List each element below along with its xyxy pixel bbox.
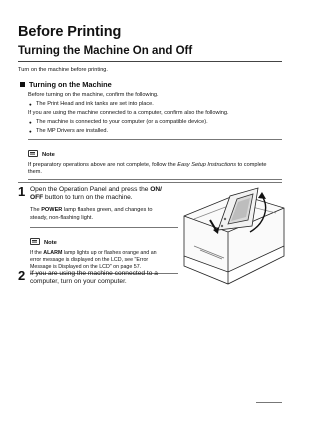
on-off-label: ON/ [150, 186, 162, 193]
note-rule-top [30, 227, 178, 228]
step-1-text-2: button to turn on the machine. [43, 194, 133, 202]
note-2-line-3: Message is Displayed on the LCD" on page 57. [30, 263, 142, 270]
note-box-1 [28, 139, 282, 180]
step-1-desc-line-1 [30, 206, 180, 214]
power-label: POWER [41, 207, 63, 213]
step-1-rule [18, 182, 282, 183]
note-heading: Note [42, 152, 55, 158]
bullet-item: ● The MP Drivers are installed. [36, 128, 108, 135]
note-2-b: lamp lights up or flashes orange and an [62, 250, 157, 256]
page-title: Before Printing [18, 24, 122, 40]
bullet-item: ● The machine is connected to your computer (or a compatible device). [36, 119, 208, 126]
desc-a: The [30, 207, 42, 213]
step-1-desc-line-2: steady, non-flashing light. [30, 215, 94, 221]
machine-illustration [180, 186, 288, 296]
note-rule-bottom [28, 179, 282, 180]
note-box-2 [30, 227, 178, 274]
step-2-line-1: If you are using the machine connected to a [30, 270, 158, 277]
step-1-instruction [30, 186, 180, 203]
step-1-number: 1 [18, 184, 26, 199]
note-heading-row [30, 231, 178, 249]
step-2-instruction [30, 270, 190, 287]
intro-text: Turn on the machine before printing. [18, 67, 108, 73]
section-title: Turning the Machine On and Off [18, 45, 193, 57]
subsection-title [20, 80, 112, 89]
note-text-c: them. [28, 169, 42, 175]
step-2-number: 2 [18, 268, 26, 283]
note-link-text: Easy Setup Instructions [177, 162, 237, 168]
note-rule-top [28, 139, 282, 140]
note-2-line-2: error message is displayed on the LCD, see "Error [30, 256, 149, 263]
note-text [28, 162, 282, 169]
step-1-text: Open the Operation Panel and press the [30, 186, 151, 193]
note-icon [30, 238, 40, 245]
open-arrow-head [258, 192, 266, 199]
note-2-text [30, 250, 178, 270]
note-text-b: to complete [236, 162, 267, 168]
square-bullet-icon [20, 82, 25, 87]
footer-rule [256, 402, 282, 403]
note-heading-row [28, 143, 282, 161]
subsection-title-text: Turning on the Machine [29, 80, 112, 89]
desc-b: lamp flashes green, and changes to [62, 207, 153, 213]
note-heading: Note [44, 240, 57, 246]
note-icon [28, 150, 38, 157]
panel-button [221, 225, 223, 227]
note-2-line-1 [30, 250, 178, 257]
bullet-item: ● The Print Head and ink tanks are set into place. [36, 101, 154, 108]
step-2-line-2: computer, turn on your computer. [30, 278, 127, 286]
note-2-a: If the [30, 250, 44, 256]
section-rule [18, 61, 282, 62]
confirm-text: Before turning on the machine, confirm the following. [28, 92, 159, 98]
panel-button [224, 218, 226, 220]
alarm-label: ALARM [43, 250, 63, 256]
step-1-line-1 [30, 186, 180, 194]
connected-text: If you are using the machine connected to a computer, confirm also the following. [28, 110, 229, 116]
off-label: OFF [30, 194, 44, 202]
step-1-line-2 [30, 194, 180, 202]
step-1-desc [30, 206, 180, 222]
note-text-a: If preparatory operations above are not complete, follow the [28, 162, 178, 168]
